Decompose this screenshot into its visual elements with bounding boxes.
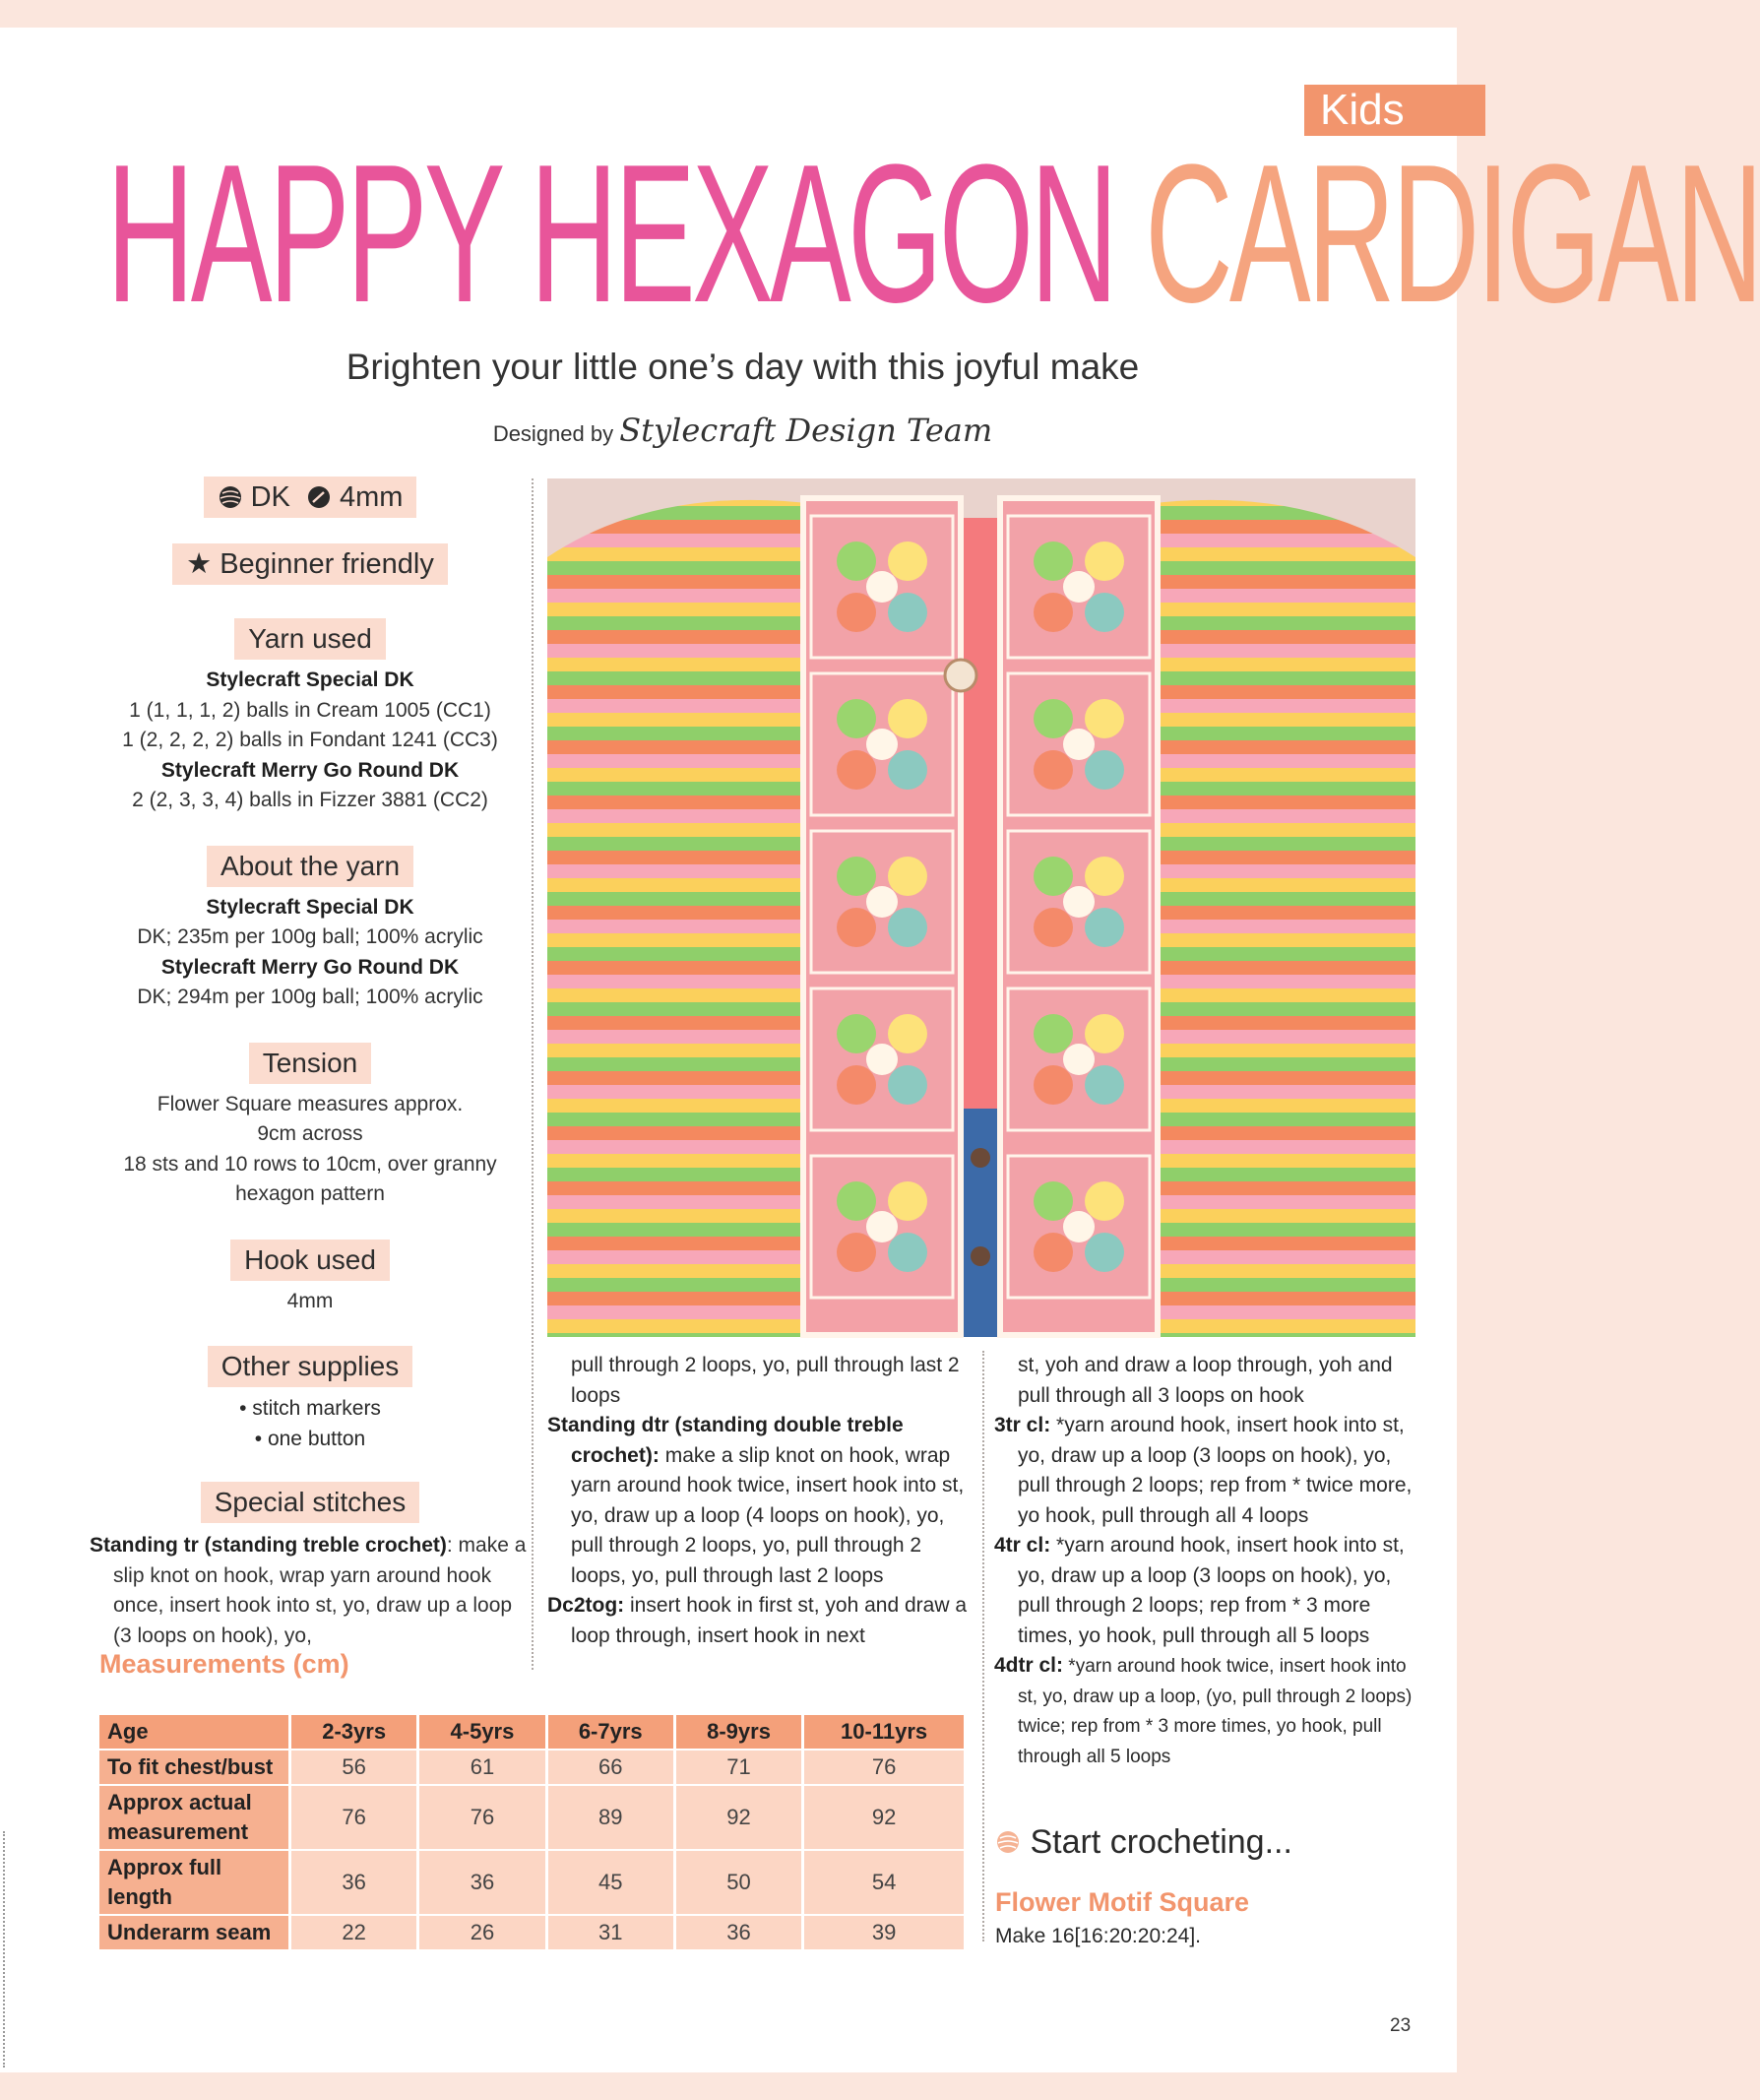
hook-icon [306,484,332,510]
table-cell: 22 [291,1916,419,1949]
about-yarn-section [94,846,527,1013]
difficulty-label: Beginner friendly [220,548,434,580]
table-cell: 54 [804,1851,964,1914]
tension-section [94,1043,527,1210]
stitches-column-right [994,1351,1417,1772]
table-cell: 36 [291,1851,419,1914]
table-cell: 36 [419,1851,547,1914]
cardigan-illustration [547,478,1415,1337]
table-row [99,1916,964,1949]
yarn-brand: Stylecraft Merry Go Round DK [160,758,460,782]
tension-text: hexagon pattern [235,1182,385,1205]
table-cell: 71 [676,1750,804,1784]
stitch-description: pull through 2 loops, yo, pull through last 2 loops [571,1354,960,1407]
table-cell: 61 [419,1750,547,1784]
row-label: To fit chest/bust [99,1750,291,1784]
measurements-title: Measurements (cm) [99,1649,349,1679]
yarn-brand: Stylecraft Special DK [206,668,414,691]
yarn-spec: DK; 235m per 100g ball; 100% acrylic [137,925,483,948]
table-cell: 39 [804,1916,964,1949]
stitch-description: *yarn around hook, insert hook into st, yo, draw up a loop (3 loops on hook), yo, pull through 2 loops; rep from * twice more, yo hook, pull through all 4 loops [1018,1414,1413,1527]
table-cell: 92 [804,1786,964,1849]
tension-text: 18 sts and 10 rows to 10cm, over granny [123,1152,497,1176]
yarn-ball-icon [218,484,243,510]
star-icon: ★ [186,548,213,580]
hook-used-value: 4mm [286,1289,334,1312]
table-cell: 31 [548,1916,676,1949]
category-tag: Kids [1304,85,1485,136]
supply-item: • stitch markers [94,1393,527,1424]
table-cell: 76 [291,1786,419,1849]
stitch-description: make a slip knot on hook, wrap yarn around hook twice, insert hook into st, yo, draw up a loop (4 loops on hook), yo, pull through 2 loops, yo, pull through 2 loops, yo, pull through last 2 loops [571,1443,965,1587]
yarn-quantity: 2 (2, 3, 3, 4) balls in Fizzer 3881 (CC2) [132,789,488,811]
table-row [99,1851,964,1914]
flower-motif-title: Flower Motif Square [995,1887,1250,1917]
table-cell: 56 [291,1750,419,1784]
table-header: 8-9yrs [676,1715,804,1749]
row-label: Underarm seam [99,1916,291,1949]
table-row [99,1750,964,1784]
section-heading: Tension [249,1043,372,1084]
yarn-used-section [94,618,527,816]
measurements-table [99,1713,964,1951]
table-cell: 66 [548,1750,676,1784]
section-heading: Special stitches [201,1482,420,1523]
start-crocheting-heading [995,1823,1292,1862]
stitch-description: *yarn around hook, insert hook into st, yo, draw up a loop (3 loops on hook), yo, pull through 2 loops; rep from * 3 more times, yo hook, pull through all 5 loops [1018,1534,1405,1647]
special-stitches-section: Special stitches Standing tr (standing treble crochet): make a slip knot on hook, wrap yarn around hook once, insert hook into st, yo, draw up a loop (3 loops on hook), yo, [94,1482,527,1651]
cardigan-photo [547,478,1415,1337]
section-heading: Hook used [230,1240,390,1281]
section-heading: Yarn used [234,618,386,660]
yarn-brand: Stylecraft Merry Go Round DK [160,955,460,979]
stitch-term: 4tr cl: [994,1534,1051,1557]
yarn-brand: Stylecraft Special DK [206,895,414,919]
supply-item: • one button [94,1424,527,1454]
table-cell: 50 [676,1851,804,1914]
stitch-term: Standing dtr (standing double treble crochet): [547,1414,904,1467]
yarn-hook-chip [204,477,417,518]
table-cell: 89 [548,1786,676,1849]
yarn-quantity: 1 (2, 2, 2, 2) balls in Fondant 1241 (CC3) [122,729,498,751]
table-header: 10-11yrs [804,1715,964,1749]
stitch-description: st, yoh and draw a loop through, yoh and pull through all 3 loops on hook [1018,1354,1393,1407]
subtitle: Brighten your little one’s day with this joyful make [346,347,1140,387]
tension-text: 9cm across [257,1122,363,1145]
table-header: 2-3yrs [291,1715,419,1749]
page-number: 23 [1390,2015,1412,2036]
other-supplies-section [94,1346,527,1454]
hook-size: 4mm [340,481,404,513]
stitch-term: 3tr cl: [994,1414,1051,1436]
stitch-description: make a slip knot on hook, wrap yarn around hook once, insert hook into st, yo, draw up a loop (3 loops on hook), yo, [113,1534,527,1647]
yarn-ball-icon [995,1829,1021,1855]
column-divider [532,478,534,1670]
start-heading-text: Start crocheting... [1030,1823,1292,1861]
table-header: 4-5yrs [419,1715,547,1749]
designer-name: Stylecraft Design Team [619,412,993,449]
stitch-description: insert hook in first st, yoh and draw a loop through, insert hook in next [571,1594,968,1647]
difficulty-chip [172,543,448,585]
table-cell: 92 [676,1786,804,1849]
table-header: Age [99,1715,291,1749]
row-label: Approx full length [99,1851,291,1914]
designer-credit [0,412,1485,449]
table-cell: 76 [804,1750,964,1784]
table-cell: 36 [676,1916,804,1949]
section-heading: Other supplies [208,1346,413,1387]
page-edge-bottom [0,2072,1485,2100]
stitches-column-middle [547,1351,971,1651]
page-edge-dotted-line [3,1831,5,2068]
table-row [99,1786,964,1849]
flower-motif-text: Make 16[16:20:20:24]. [995,1925,1201,1947]
page-title [106,124,1760,344]
hook-used-section [94,1240,527,1317]
stitch-term: Standing tr (standing treble crochet) [90,1534,447,1557]
column-divider [982,1351,984,1941]
section-heading: About the yarn [207,846,413,887]
stitch-description: *yarn around hook twice, insert hook into st, yo, draw up a loop, (yo, pull through 2 loops) twice; rep from * 3 more times, yo hook, pull through all 5 loops [1018,1656,1413,1767]
yarn-spec: DK; 294m per 100g ball; 100% acrylic [137,986,483,1008]
stitch-term: 4dtr cl: [994,1654,1064,1677]
table-header-row [99,1715,964,1749]
title-part-2: CARDIGAN [1145,124,1760,344]
tension-text: Flower Square measures approx. [157,1092,464,1115]
row-label: Approx actual measurement [99,1786,291,1849]
table-cell: 45 [548,1851,676,1914]
yarn-quantity: 1 (1, 1, 1, 2) balls in Cream 1005 (CC1) [129,698,491,722]
title-part-1: HAPPY HEXAGON [106,124,1115,344]
table-cell: 76 [419,1786,547,1849]
yarn-weight: DK [250,481,290,513]
table-cell: 26 [419,1916,547,1949]
designed-by-label: Designed by [492,421,614,446]
stitch-term: Dc2tog: [547,1594,625,1617]
info-column [90,477,527,1651]
table-header: 6-7yrs [548,1715,676,1749]
